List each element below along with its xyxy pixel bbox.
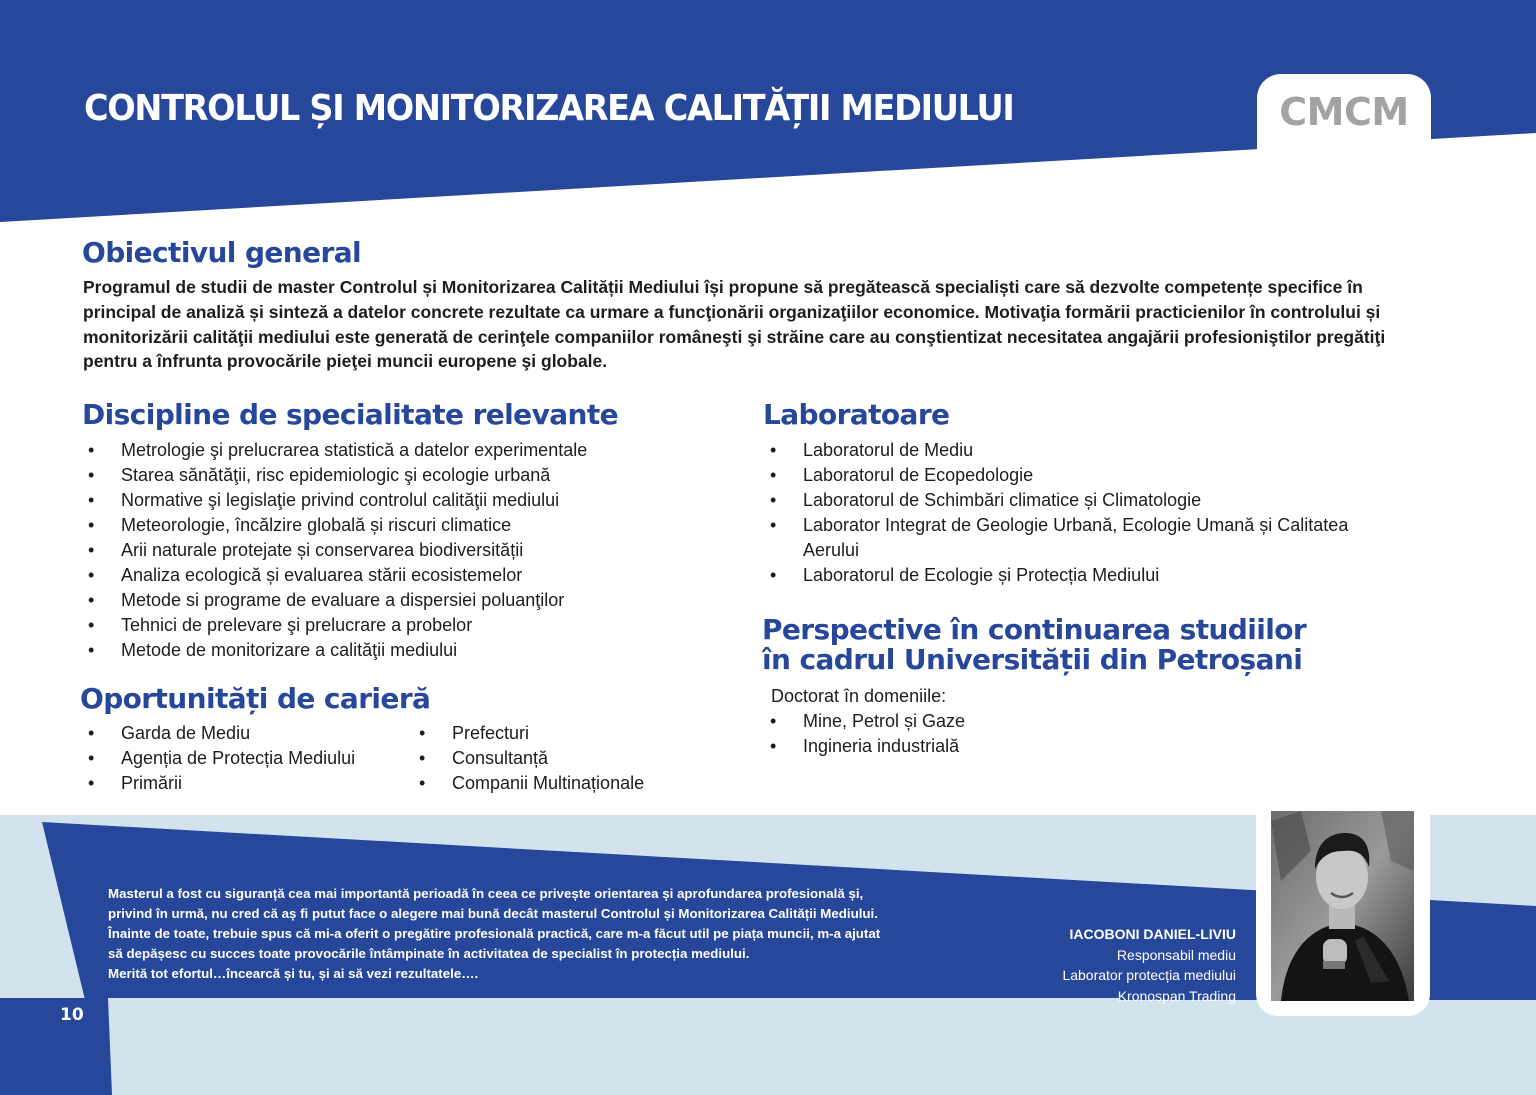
perspectives-heading-line2: în cadrul Universității din Petroșani: [762, 643, 1303, 676]
list-item: • Normative şi legislaţie privind controlul calităţii mediului: [82, 488, 587, 513]
list-item: • Garda de Mediu: [82, 721, 355, 746]
list-item: • Arii naturale protejate și conservarea biodiversității: [82, 538, 587, 563]
list-item: • Laboratorul de Mediu: [764, 438, 1404, 463]
objective-text: Programul de studii de master Controlul și Monitorizarea Calității Mediului își propune să pregătească specialiști care să dezvolte competențe specifice în principal de analiză și sinteză a datelor concrete rezultate ca urmare a funcţionării organizaţiilor economice. Motivaţia formării practicienilor în controlului și monitorizării calităţii mediului este generată de cerinţele companiilor româneşti şi străine care au conştientizat necesitatea angajării profesioniştilor pregătiţi pentru a înfrunta provocările pieţei muncii europene şi globale.: [83, 277, 1386, 372]
list-item: • Analiza ecologică și evaluarea stării ecosistemelor: [82, 563, 587, 588]
list-item: • Metrologie şi prelucrarea statistică a datelor experimentale: [82, 438, 587, 463]
list-item: • Laborator Integrat de Geologie Urbană, Ecologie Umană și Calitatea Aerului: [764, 513, 1404, 563]
testimonial-line: privind în urmă, nu cred că aș fi putut face o alegere mai bună decât masterul Controlul și Monitorizarea Calității Mediului.: [108, 906, 878, 921]
labs-heading: Laboratoare: [763, 398, 950, 431]
perspectives-heading-line1: Perspective în continuarea studiilor: [762, 613, 1307, 646]
objective-heading: Obiectivul general: [82, 236, 362, 269]
perspectives-list: [764, 709, 965, 759]
testimonial-line: să depășesc cu succes toate provocările întâmpinate în activitatea de specialist în protecția mediului.: [108, 946, 750, 961]
page-number: 10: [60, 1005, 84, 1025]
list-item: • Laboratorul de Schimbări climatice și Climatologie: [764, 488, 1404, 513]
list-item: • Consultanță: [413, 746, 644, 771]
career-list-col2: [413, 721, 644, 796]
perspectives-heading: [762, 615, 1306, 675]
list-item: • Ingineria industrială: [764, 734, 965, 759]
testimonial-author: [960, 924, 1236, 1006]
disciplines-heading: Discipline de specialitate relevante: [82, 398, 619, 431]
author-role: Responsabil mediu: [1116, 946, 1236, 963]
labs-list: [764, 438, 1404, 588]
author-company: Kronospan Trading: [1117, 987, 1236, 1004]
author-photo: [1271, 811, 1414, 1001]
list-item: • Tehnici de prelevare şi prelucrare a probelor: [82, 613, 587, 638]
testimonial-quote: [108, 884, 968, 984]
list-item: • Prefecturi: [413, 721, 644, 746]
list-item: • Laboratorul de Ecopedologie: [764, 463, 1404, 488]
testimonial-line: Merită tot efortul…încearcă și tu, și ai să vezi rezultatele….: [108, 966, 479, 981]
page-title: CONTROLUL ȘI MONITORIZAREA CALITĂȚII MEDIULUI: [84, 88, 1014, 129]
footer-left-blue: [0, 998, 108, 1095]
author-department: Laborator protecția mediului: [1062, 967, 1236, 983]
perspectives-intro: Doctorat în domeniile:: [771, 686, 947, 706]
list-item: • Companii Multinaționale: [413, 771, 644, 796]
testimonial-line: Înainte de toate, trebuie spus că mi-a oferit o pregătire profesională practică, care m-a făcut util pe piața muncii, m-a ajutat: [108, 926, 881, 941]
list-item: • Mine, Petrol și Gaze: [764, 709, 965, 734]
list-item: • Metode si programe de evaluare a dispersiei poluanţilor: [82, 588, 587, 613]
career-list-col1: [82, 721, 355, 796]
footer-corner-fill: [108, 998, 1120, 1095]
list-item: • Starea sănătăţii, risc epidemiologic şi ecologie urbană: [82, 463, 587, 488]
testimonial-line: Masterul a fost cu siguranță cea mai importantă perioadă în ceea ce privește orientarea și aprofundarea profesională și,: [108, 886, 864, 901]
list-item: • Metode de monitorizare a calităţii mediului: [82, 638, 587, 663]
program-code: CMCM: [1279, 90, 1409, 134]
list-item: • Meteorologie, încălzire globală și riscuri climatice: [82, 513, 587, 538]
career-heading: Oportunități de carieră: [80, 682, 431, 715]
list-item: • Primării: [82, 771, 355, 796]
disciplines-list: [82, 438, 587, 663]
list-item: • Agenția de Protecția Mediului: [82, 746, 355, 771]
list-item: • Laboratorul de Ecologie și Protecția Mediului: [764, 563, 1404, 588]
author-name: IACOBONI DANIEL-LIVIU: [1069, 926, 1236, 942]
